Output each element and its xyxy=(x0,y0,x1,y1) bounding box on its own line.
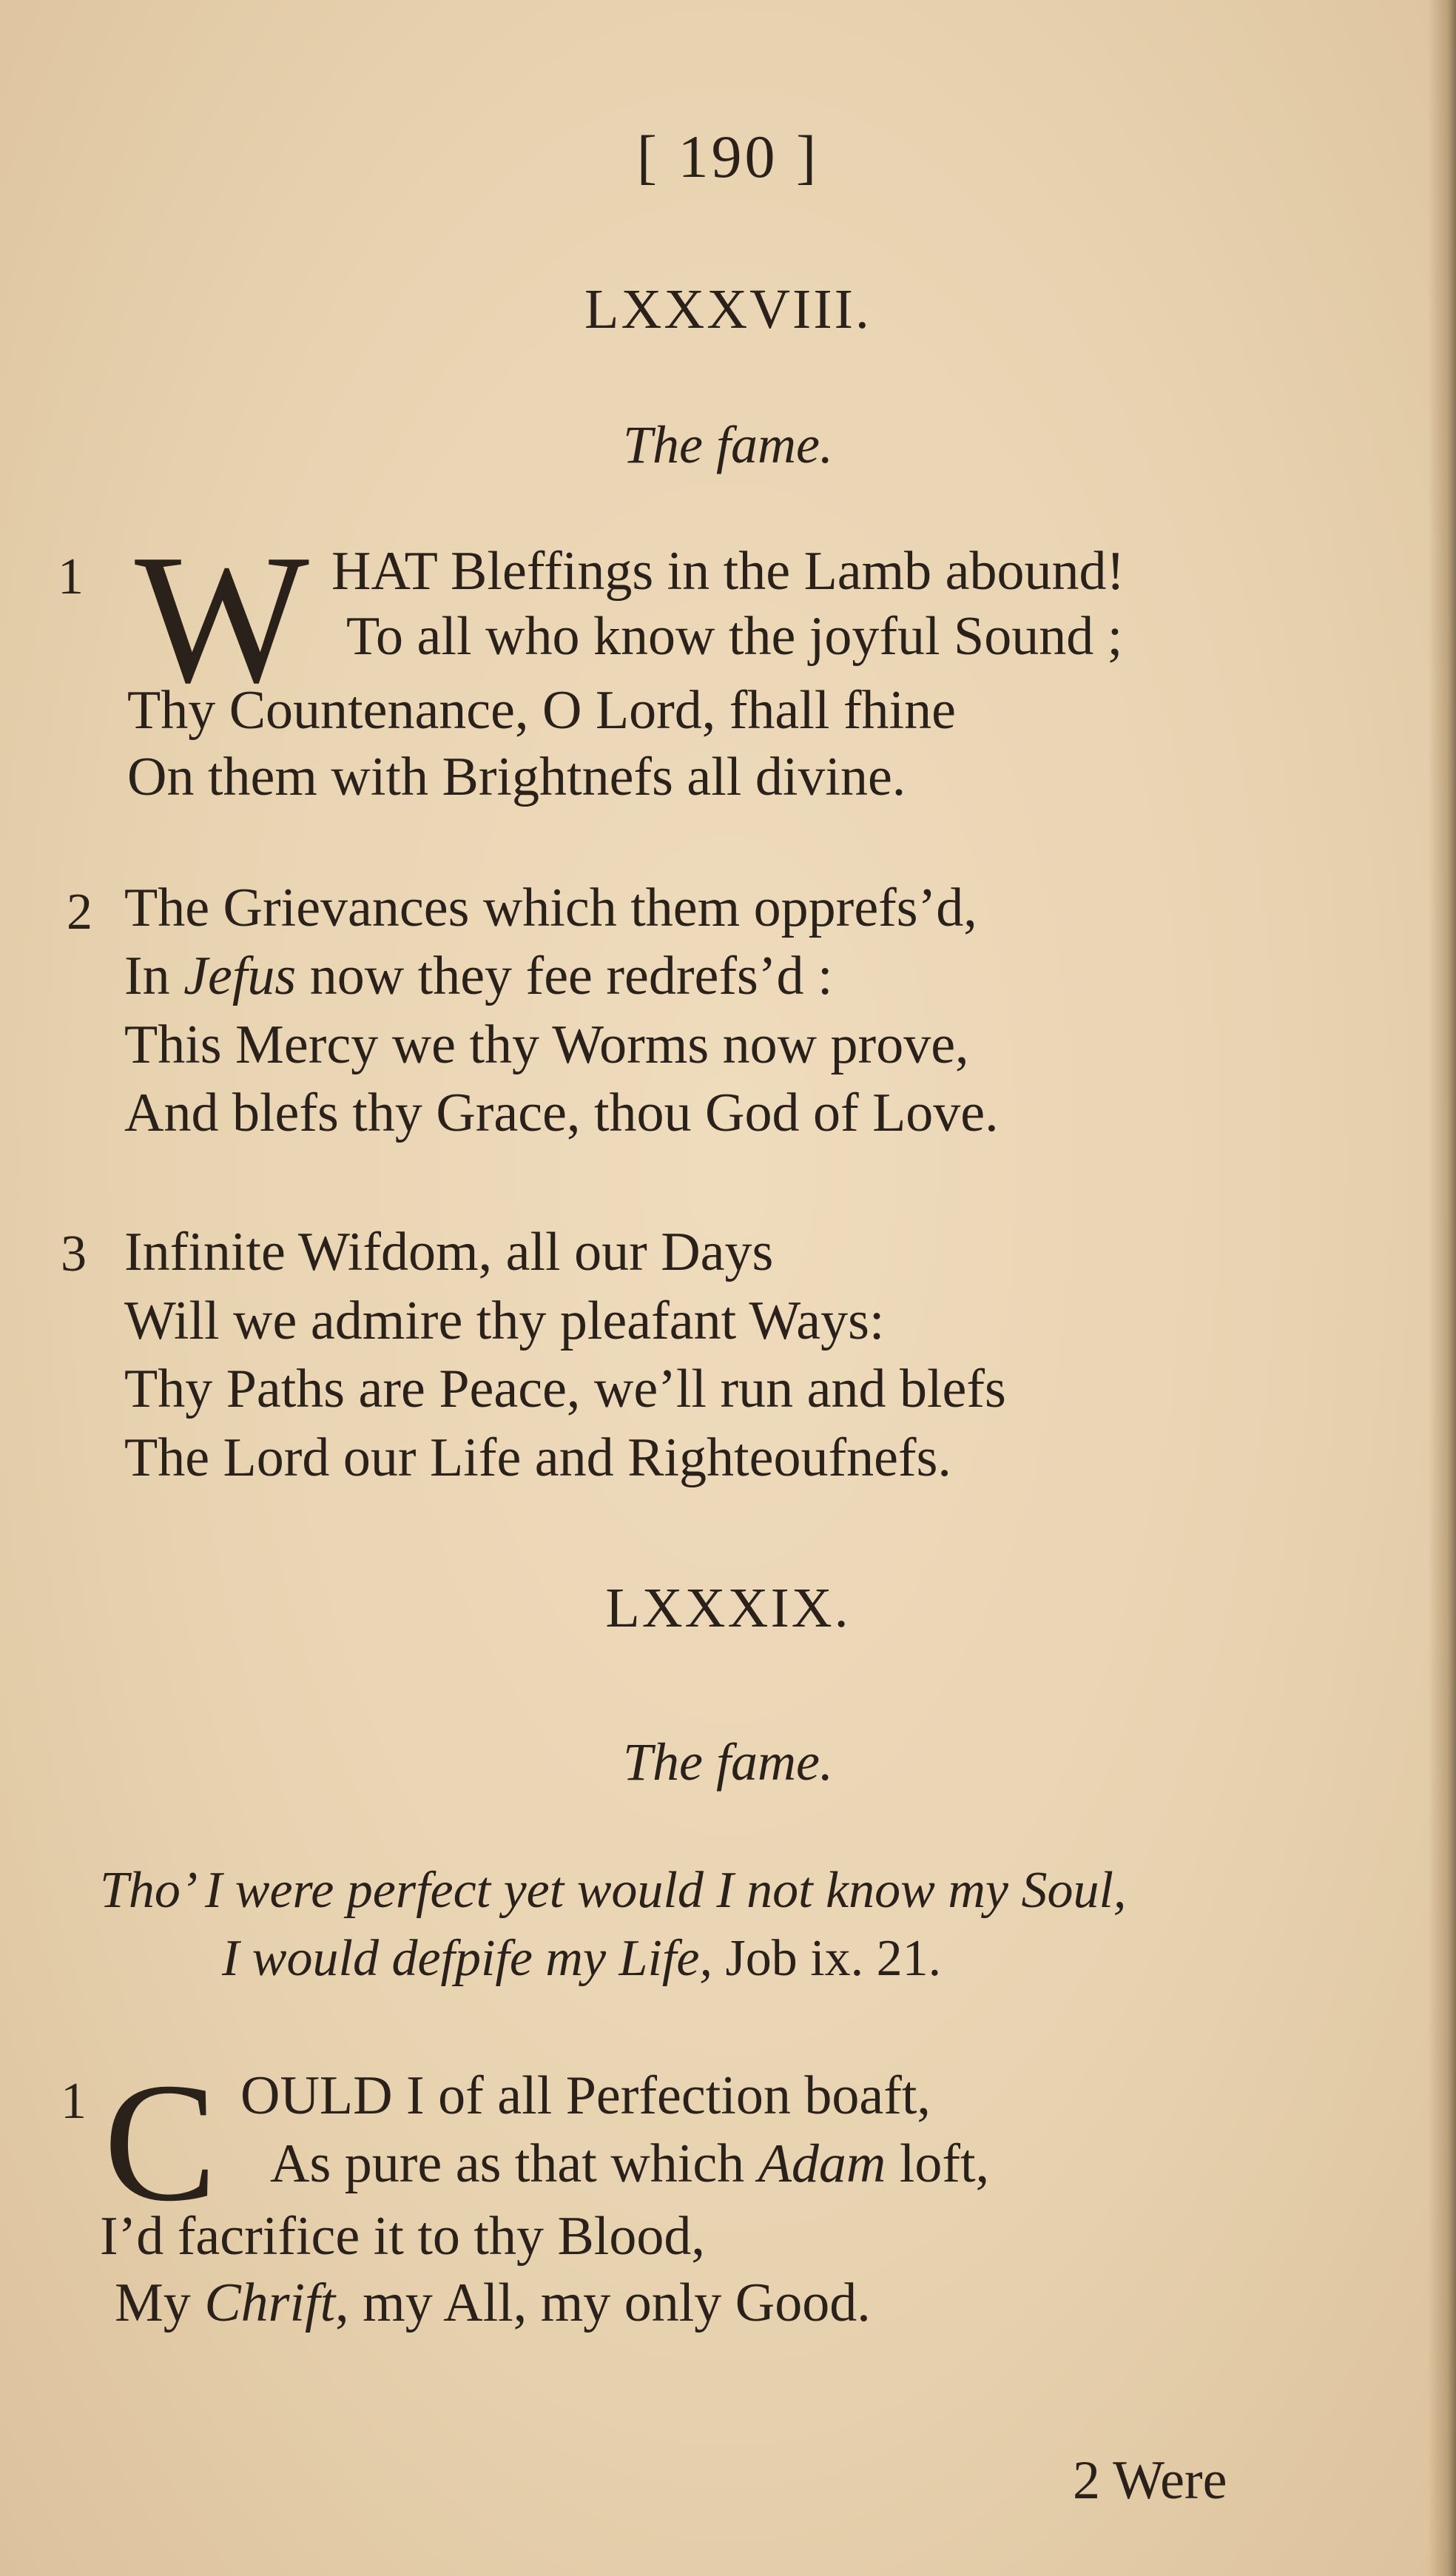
hymn-89-v1-line-4-c: , my All, my only Good. xyxy=(335,2273,871,2333)
hymn-88-v3-line-4: The Lord our Life and Righteoufnefs. xyxy=(124,1427,951,1488)
epigraph-line-2 xyxy=(222,1930,942,1987)
hymn-88-v2-line-2-a: In xyxy=(124,946,184,1006)
hymn-88-v3-line-1: Infinite Wifdom, all our Days xyxy=(124,1222,774,1282)
running-head: [ 190 ] xyxy=(636,123,820,190)
hymn-88-verse-1-number: 1 xyxy=(58,548,84,605)
catchword: 2 Were xyxy=(1073,2450,1227,2511)
name-christ: Chrift xyxy=(204,2273,336,2333)
epigraph-reference: Job ix. 21. xyxy=(712,1930,942,1987)
name-adam: Adam xyxy=(758,2133,886,2194)
hymn-88-v2-line-3: This Mercy we thy Worms now prove, xyxy=(124,1015,969,1075)
hymn-89-v1-line-2-a: As pure as that which xyxy=(270,2133,758,2194)
hymn-88-verse-2-number: 2 xyxy=(67,884,92,941)
hymn-89-v1-line-4-a: My xyxy=(115,2273,205,2333)
hymn-88-verse-3-number: 3 xyxy=(61,1225,87,1282)
hymn-88-v2-line-1: The Grievances which them opprefs’d, xyxy=(124,878,977,938)
hymn-88-v2-line-2 xyxy=(124,946,833,1006)
hymn-88-dropcap: W xyxy=(135,517,309,722)
hymn-89-verse-1-number: 1 xyxy=(61,2073,87,2130)
hymn-88-v1-line-2: To all who know the joyful Sound ; xyxy=(346,606,1123,667)
hymn-88-v3-line-2: Will we admire thy pleafant Ways: xyxy=(124,1291,885,1351)
hymn-89-title: The fame. xyxy=(623,1732,833,1792)
epigraph-line-2-italic: I would defpife my Life, xyxy=(222,1930,712,1987)
name-jesus: Jefus xyxy=(183,946,297,1006)
hymn-88-v3-line-3: Thy Paths are Peace, we’ll run and blefs xyxy=(124,1359,1006,1419)
hymn-88-v1-line-1: HAT Bleffings in the Lamb abound! xyxy=(331,541,1125,602)
hymn-89-v1-line-1: OULD I of all Perfection boaft, xyxy=(240,2065,931,2126)
epigraph-line-1: Tho’ I were perfect yet would I not know my Soul, xyxy=(100,1862,1127,1919)
hymn-89-dropcap: C xyxy=(104,2048,218,2236)
hymn-89-v1-line-4 xyxy=(115,2273,871,2333)
hymn-88-v1-line-4: On them with Brightnefs all divine. xyxy=(127,747,906,807)
hymn-88-v2-line-4: And blefs thy Grace, thou God of Love. xyxy=(124,1083,999,1143)
hymn-89-v1-line-2-c: loft, xyxy=(886,2133,990,2194)
page-edge-shadow xyxy=(1428,0,1456,2576)
hymn-88-number: LXXXVIII. xyxy=(584,278,872,340)
hymn-89-number: LXXXIX. xyxy=(605,1577,851,1639)
hymn-89-v1-line-2 xyxy=(270,2133,990,2194)
hymn-88-title: The fame. xyxy=(623,415,833,474)
hymn-88-v2-line-2-c: now they fee redrefs’d : xyxy=(296,946,833,1006)
hymn-88-v1-line-3: Thy Countenance, O Lord, fhall fhine xyxy=(127,680,956,741)
hymn-89-v1-line-3: I’d facrifice it to thy Blood, xyxy=(100,2206,705,2267)
